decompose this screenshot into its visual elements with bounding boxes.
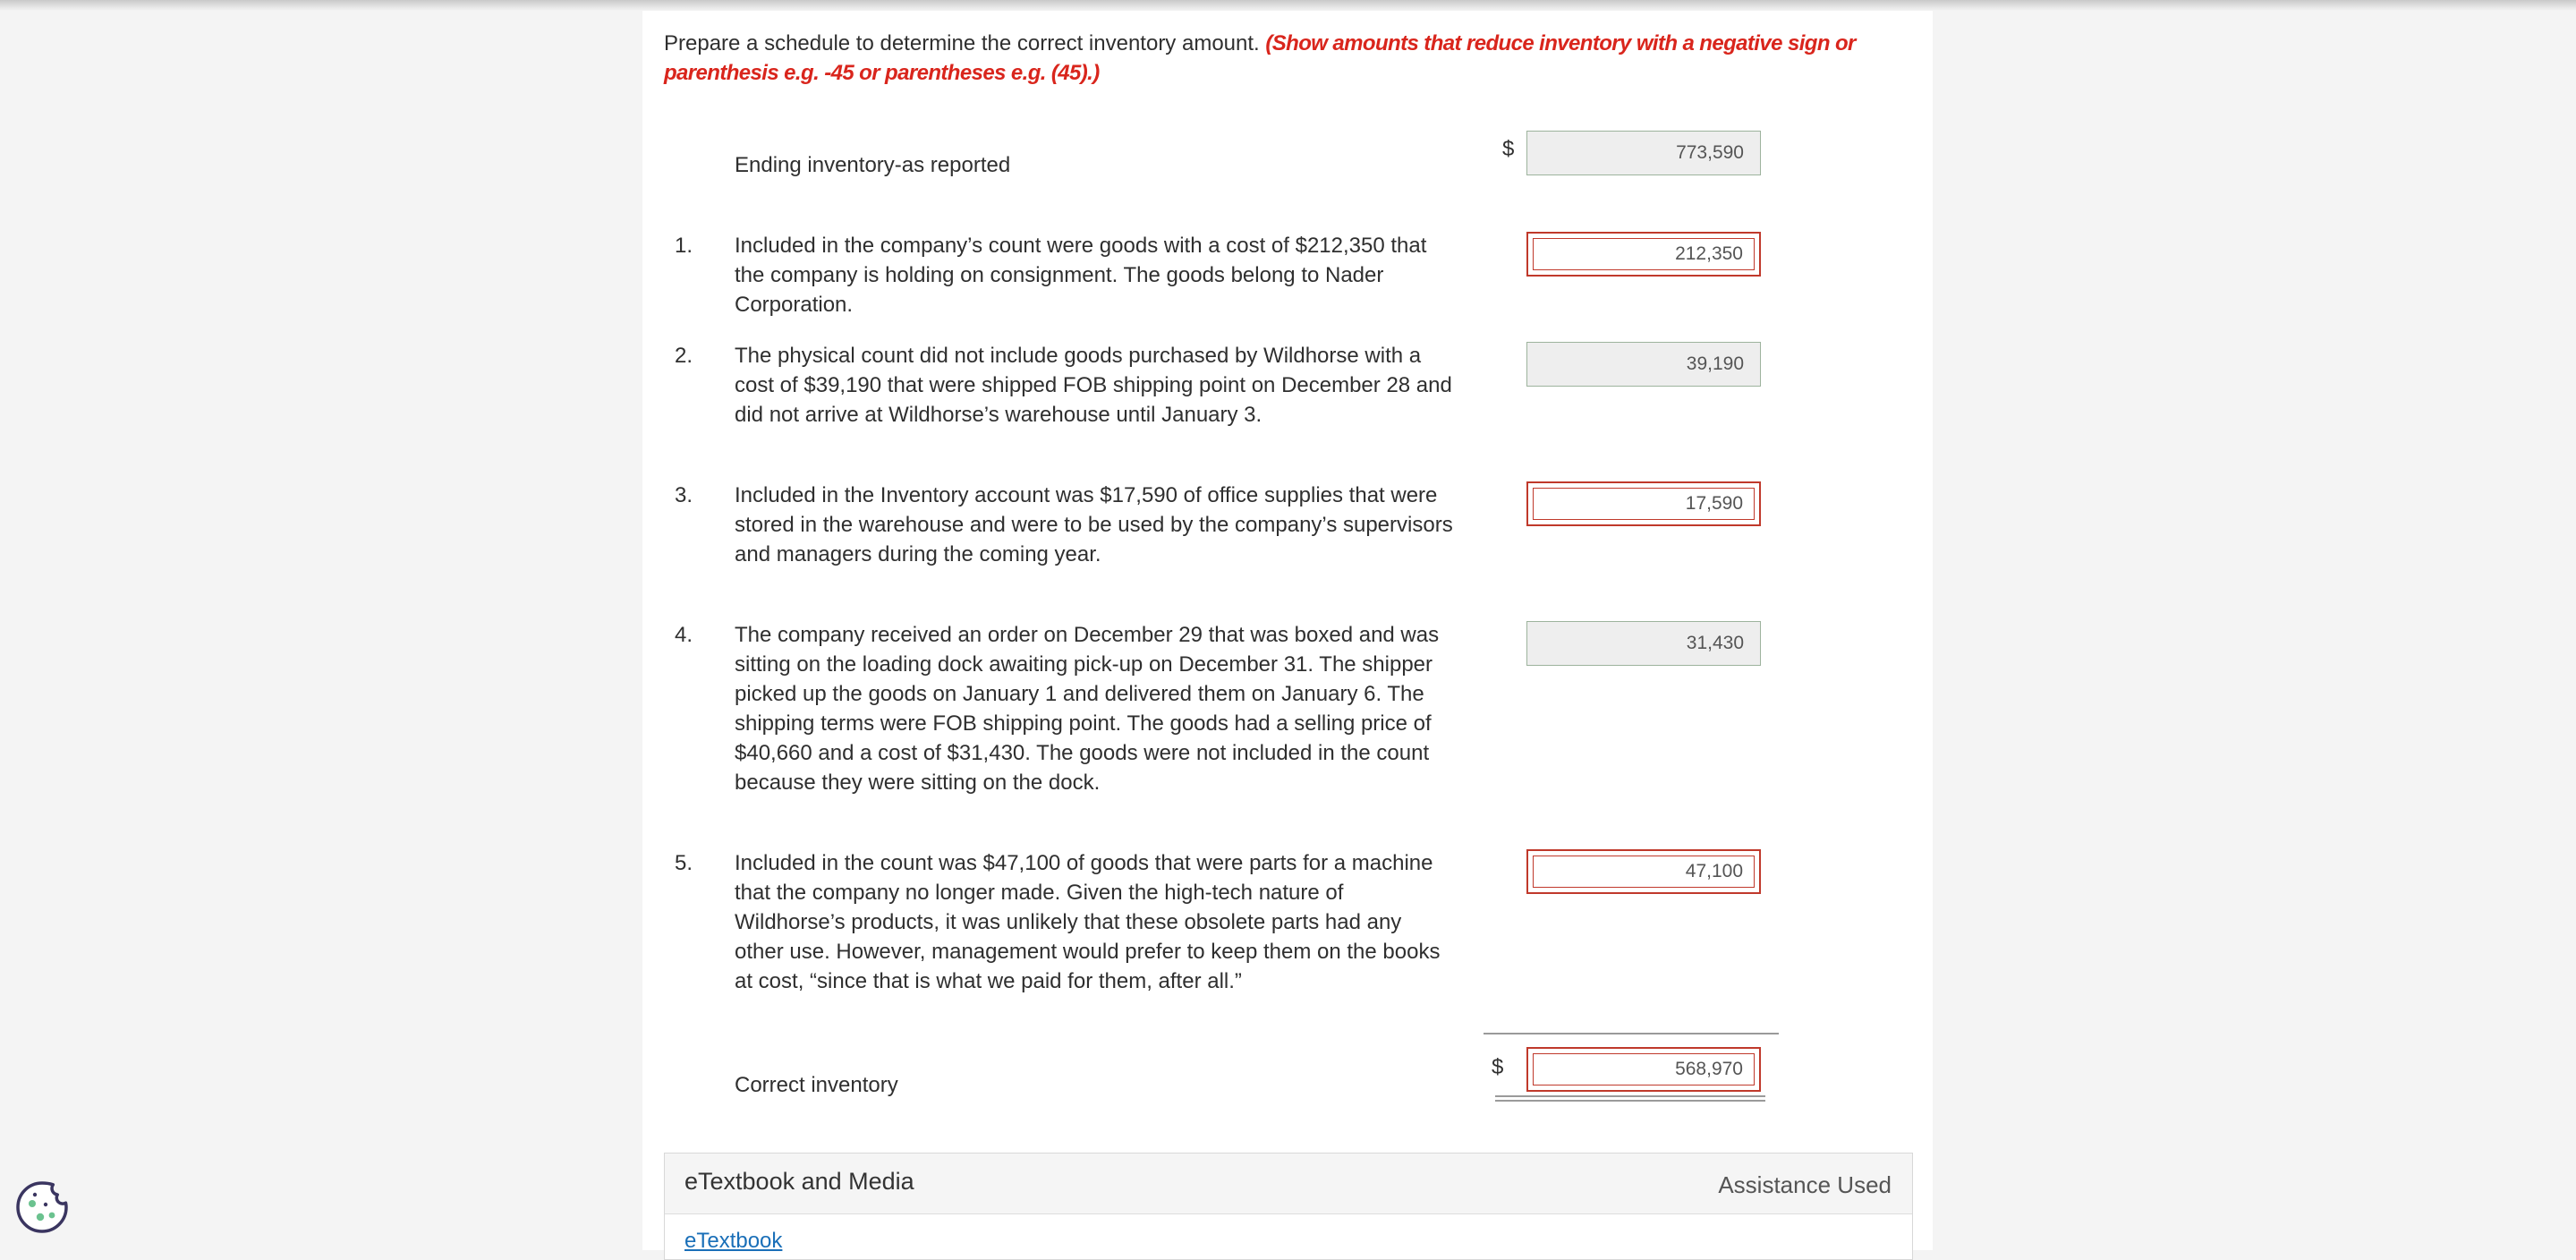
item-4-text: The company received an order on December 29 that was boxed and was sitting on the loading dock awaiting pick-up on December 31. The shipper picked up the goods on January 1 and delivered them on January 6. The shipping terms were FOB shipping point. The goods had a selling price of $40,660 and a cost of $31,430. The goods were not included in the count because they were sitting on the dock. (735, 623, 1440, 795)
item-2-number: 2. (675, 344, 693, 368)
etextbook-media-section (664, 1153, 1913, 1260)
item-4-amount-input[interactable] (1526, 621, 1761, 666)
top-bar-shadow (0, 0, 2576, 11)
total-single-rule (1484, 1033, 1779, 1034)
total-label: Correct inventory (735, 1073, 898, 1097)
etextbook-media-header[interactable] (665, 1154, 1912, 1214)
item-3-text: Included in the Inventory account was $17,590 of office supplies that were stored in the warehouse and were to be used by the company’s supervisors and managers during the coming year. (735, 483, 1453, 566)
item-2-text: The physical count did not include goods purchased by Wildhorse with a cost of $39,190 that were shipped FOB shipping point on December 28 and did not arrive at Wildhorse’s warehouse until January 3. (735, 344, 1452, 427)
item-4-number: 4. (675, 623, 693, 647)
reported-dollar-sign: $ (1502, 137, 1515, 161)
item-5-number: 5. (675, 851, 693, 875)
reported-amount-input[interactable] (1526, 131, 1761, 175)
instructions-hint: (Show amounts that reduce inventory with a negative sign or parenthesis e.g. -45 or parentheses e.g. (45).) (664, 31, 1856, 85)
instructions (664, 29, 1917, 88)
etextbook-media-title: eTextbook and Media (684, 1168, 914, 1195)
instructions-text: Prepare a schedule to determine the correct inventory amount. (664, 31, 1260, 55)
question-panel (642, 11, 1933, 1253)
item-1-amount-input[interactable] (1526, 232, 1761, 277)
item-3-amount-input[interactable] (1526, 481, 1761, 526)
total-double-rule (1495, 1095, 1765, 1102)
total-amount-input[interactable] (1526, 1047, 1761, 1092)
item-5-amount-input[interactable] (1526, 849, 1761, 894)
item-1-text: Included in the company’s count were goods with a cost of $212,350 that the company is holding on consignment. The goods belong to Nader Corporation. (735, 234, 1427, 317)
assistance-used-label: Assistance Used (1718, 1171, 1892, 1198)
reported-label: Ending inventory-as reported (735, 153, 1011, 177)
etextbook-link[interactable]: eTextbook (684, 1229, 783, 1253)
cookie-settings-icon[interactable] (14, 1179, 70, 1235)
item-3-number: 3. (675, 483, 693, 507)
item-2-amount-input[interactable] (1526, 342, 1761, 387)
item-5-text: Included in the count was $47,100 of goods that were parts for a machine that the company no longer made. Given the high-tech nature of Wildhorse’s products, it was unlikely that these obsolete parts had any other use. However, management would prefer to keep them on the books at cost, “since that is what we paid for them, after all.” (735, 851, 1441, 993)
total-dollar-sign: $ (1492, 1055, 1504, 1079)
item-1-number: 1. (675, 234, 693, 258)
